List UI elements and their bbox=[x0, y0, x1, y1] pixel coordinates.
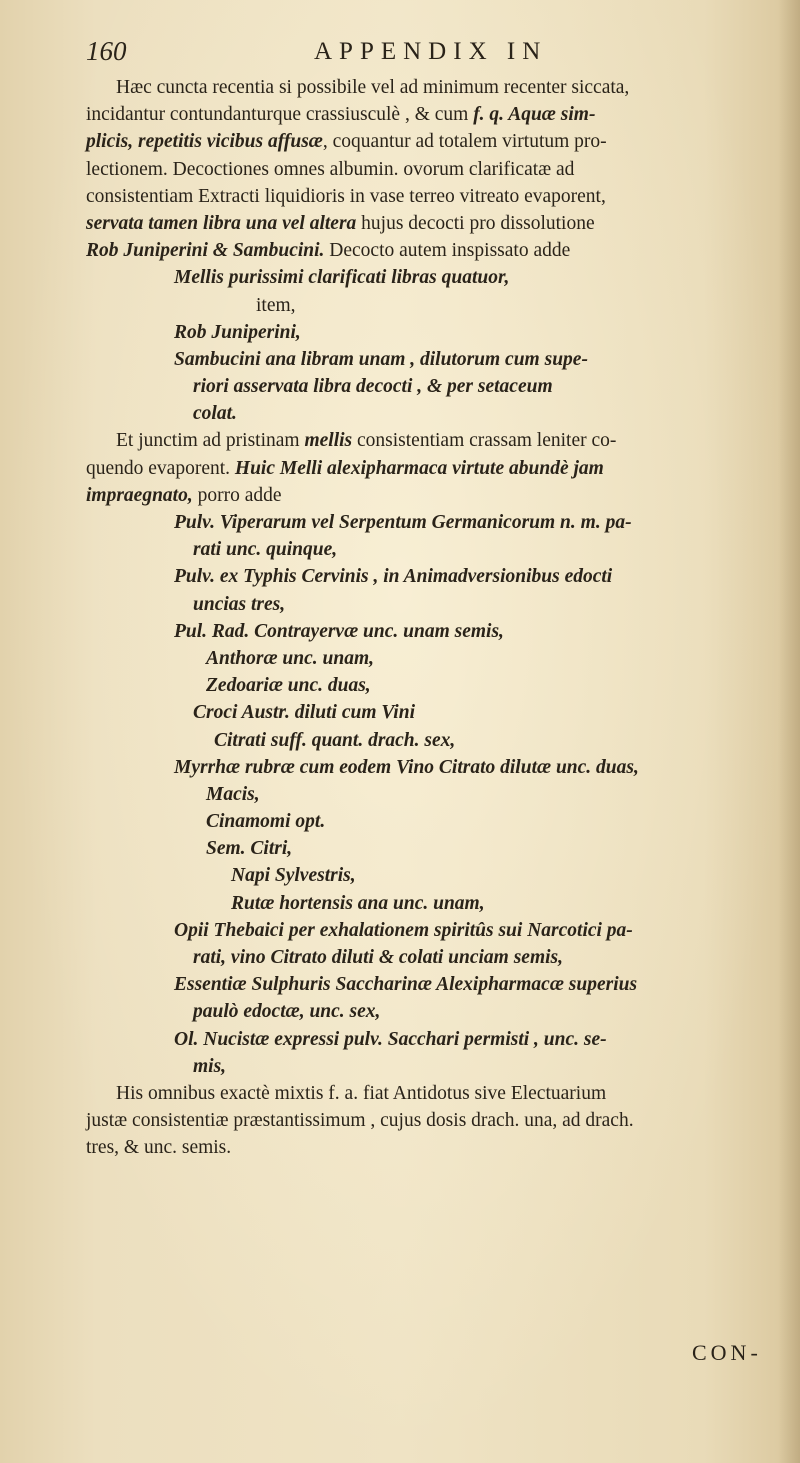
text-line bbox=[86, 563, 786, 590]
text-line bbox=[86, 319, 786, 346]
text-line bbox=[86, 292, 786, 319]
text-line bbox=[86, 101, 786, 128]
text-line bbox=[86, 183, 786, 210]
italic-text: Zedoariæ unc. duas, bbox=[206, 675, 371, 697]
text-line bbox=[86, 509, 786, 536]
italic-text: rati unc. quinque, bbox=[193, 539, 338, 561]
italic-text: Myrrhæ rubræ cum eodem Vino Citrato dilutæ unc. duas, bbox=[174, 756, 639, 778]
text-line bbox=[86, 74, 786, 101]
italic-text: paulò edoctæ, unc. sex, bbox=[193, 1001, 381, 1023]
text-line bbox=[86, 727, 786, 754]
italic-text: Ol. Nucistæ expressi pulv. Sacchari permisti , unc. se- bbox=[174, 1028, 607, 1050]
text-line bbox=[86, 482, 786, 509]
italic-text: Rutæ hortensis ana unc. unam, bbox=[231, 892, 485, 914]
italic-text: Anthoræ unc. unam, bbox=[206, 647, 374, 669]
italic-text: Pulv. Viperarum vel Serpentum Germanicorum n. m. pa- bbox=[174, 512, 632, 533]
text-line bbox=[86, 237, 786, 264]
roman-text: lectionem. Decoctiones omnes albumin. ovorum clarificatæ ad bbox=[86, 158, 575, 180]
text-line bbox=[86, 400, 786, 427]
roman-text: porro adde bbox=[192, 484, 282, 506]
text-line bbox=[86, 862, 786, 889]
italic-text: Rob Juniperini & Sambucini. bbox=[86, 240, 325, 262]
text-line bbox=[86, 210, 786, 237]
text-line bbox=[86, 971, 786, 998]
roman-text: tres, & unc. semis. bbox=[86, 1137, 232, 1159]
italic-text: mellis bbox=[304, 430, 353, 452]
text-line bbox=[86, 373, 786, 400]
text-line bbox=[86, 917, 786, 944]
page-header bbox=[86, 36, 786, 70]
italic-text: plicis, repetitis vicibus affusæ bbox=[86, 131, 323, 153]
roman-text: item, bbox=[256, 294, 296, 316]
text-line bbox=[86, 998, 786, 1025]
roman-text: hujus decocti pro dissolutione bbox=[356, 212, 595, 234]
italic-text: f. q. Aquæ sim- bbox=[473, 104, 596, 126]
text-line bbox=[86, 156, 786, 183]
text-line bbox=[86, 754, 786, 781]
italic-text: Huic Melli alexipharmaca virtute abundè jam bbox=[234, 457, 604, 479]
text-line bbox=[86, 455, 786, 482]
text-line bbox=[86, 1134, 786, 1161]
text-line bbox=[86, 128, 786, 155]
italic-text: Napi Sylvestris, bbox=[231, 865, 356, 887]
text-line bbox=[86, 808, 786, 835]
text-line bbox=[86, 1026, 786, 1053]
running-head: APPENDIX IN bbox=[314, 38, 548, 65]
italic-text: Rob Juniperini, bbox=[174, 321, 301, 343]
italic-text: Sem. Citri, bbox=[206, 838, 293, 860]
italic-text: Essentiæ Sulphuris Saccharinæ Alexipharmacæ superius bbox=[174, 974, 638, 996]
italic-text: colat. bbox=[193, 403, 237, 425]
italic-text: Croci Austr. diluti cum Vini bbox=[193, 702, 415, 724]
roman-text: , coquantur ad totalem virtutum pro- bbox=[322, 131, 607, 153]
text-line bbox=[86, 1053, 786, 1080]
italic-text: Opii Thebaici per exhalationem spiritûs sui Narcotici pa- bbox=[174, 919, 633, 941]
roman-text: consistentiam Extracti liquidioris in vase terreo vitreato evaporent, bbox=[86, 185, 606, 207]
italic-text: servata tamen libra una vel altera bbox=[86, 212, 357, 234]
catchword: CON- bbox=[692, 1340, 762, 1365]
roman-text: Hæc cuncta recentia si possibile vel ad minimum recenter siccata, bbox=[116, 77, 630, 98]
roman-text: Et junctim ad pristinam bbox=[116, 430, 305, 452]
italic-text: mis, bbox=[193, 1055, 227, 1077]
text-line bbox=[86, 699, 786, 726]
text-line bbox=[86, 781, 786, 808]
italic-text: Citrati suff. quant. drach. sex, bbox=[214, 729, 456, 751]
text-line bbox=[86, 890, 786, 917]
roman-text: Decocto autem inspissato adde bbox=[324, 240, 571, 262]
roman-text: incidantur contundanturque crassiusculè , & cum bbox=[86, 104, 474, 126]
italic-text: uncias tres, bbox=[193, 593, 286, 615]
page-number: 160 bbox=[86, 36, 127, 66]
text-line bbox=[86, 427, 786, 454]
italic-text: Pul. Rad. Contrayervæ unc. unam semis, bbox=[174, 620, 504, 642]
text-line bbox=[86, 1107, 786, 1134]
text-line bbox=[86, 645, 786, 672]
text-line bbox=[86, 264, 786, 291]
text-line bbox=[86, 944, 786, 971]
text-line bbox=[86, 346, 786, 373]
italic-text: Sambucini ana libram unam , dilutorum cum supe- bbox=[174, 348, 588, 370]
italic-text: riori asservata libra decocti , & per setaceum bbox=[193, 376, 553, 398]
roman-text: consistentiam crassam leniter co- bbox=[352, 430, 617, 452]
italic-text: Mellis purissimi clarificati libras quatuor, bbox=[174, 267, 510, 289]
roman-text: His omnibus exactè mixtis f. a. fiat Antidotus sive Electuarium bbox=[116, 1082, 607, 1104]
text-line bbox=[86, 536, 786, 563]
text-line bbox=[86, 591, 786, 618]
italic-text: impraegnato, bbox=[86, 484, 193, 506]
roman-text: quendo evaporent. bbox=[86, 457, 235, 479]
roman-text: justæ consistentiæ præstantissimum , cujus dosis drach. una, ad drach. bbox=[86, 1110, 634, 1132]
italic-text: Cinamomi opt. bbox=[206, 811, 326, 833]
italic-text: Macis, bbox=[206, 783, 260, 805]
text-line bbox=[86, 672, 786, 699]
text-line bbox=[86, 618, 786, 645]
italic-text: Pulv. ex Typhis Cervinis , in Animadversionibus edocti bbox=[174, 566, 613, 588]
italic-text: rati, vino Citrato diluti & colati unciam semis, bbox=[193, 947, 564, 968]
body-text bbox=[86, 74, 786, 1162]
text-line bbox=[86, 835, 786, 862]
text-line bbox=[86, 1080, 786, 1107]
